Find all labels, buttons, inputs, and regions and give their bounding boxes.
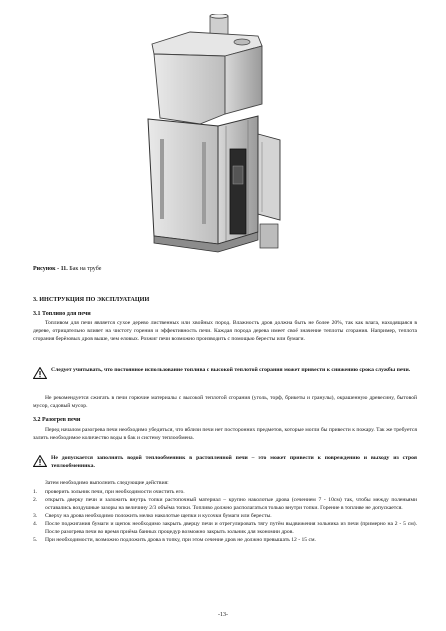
subsection-title-fuel: 3.1 Топливо для печи [33, 311, 91, 317]
warning-icon [33, 455, 47, 467]
fuel-paragraph: Топливом для печи является сухое дерево лиственных или хвойных пород. Влажность дров должна быть не более 20%, так как влага, находящаяся в дереве, отрицательно влияет на чистоту горения и эффективность печи. Каждая порода дерева имеет своё значение теплоты сгорания. Например, теплота сгорания берёзовых дров выше, чем еловых. Розжиг печи возможно производить с помощью бересты или бумаги. [33, 320, 417, 342]
warning-fuel-text: Следует учитывать, что постоянное использование топлива с высокой теплотой сгорания может привести к снижению срока службы печи. [51, 367, 411, 373]
figure-caption [33, 266, 101, 272]
warning-fuel [33, 366, 417, 379]
figure-caption-text: Бак на трубе [69, 266, 102, 272]
heating-paragraph: Перед началом разогрева печи необходимо убедиться, что вблизи печи нет посторонних предметов, которые могли бы привести к пожару. Так же требуется залить необходимое количество воды в бак и систему теплообмена. [33, 427, 417, 441]
page-number: -13- [218, 612, 228, 618]
list-item: 3. Сверху на дрова необходимо положить мелко наколотые щепки и кусочки бумаги или бересты. [33, 513, 272, 519]
warning-icon [33, 367, 47, 379]
list-item: 4. После поджигания бумаги и щепок необходимо закрыть дверцу печи и отрегулировать тягу путём выдвижения зольника из печи (примерно на 2 - 5 см). После разогрева печи во время приёма банных процедур возможно закрыть зольник для экономии дров. [33, 521, 417, 535]
warning-heat-exchanger [33, 454, 417, 470]
list-item: 1. проверить зольник печи, при необходимости очистить его. [33, 489, 185, 495]
steps-list [33, 488, 417, 544]
steps-intro: Затем необходимо выполнить следующие действия: [45, 480, 169, 486]
section-title: 3. ИНСТРУКЦИЯ ПО ЭКСПЛУАТАЦИИ [33, 296, 150, 303]
fuel-restriction-paragraph: Не рекомендуется сжигать в печи горючие материалы с высокой теплотой сгорания (уголь, торф, брикеты и гранулы), окрашенную древесину, бытовой мусор, садовый мусор. [33, 395, 417, 409]
warning-heat-exchanger-text: Не допускается заполнять водой теплообменник в растопленной печи – это может привести к повреждению и выходу из строя теплообменника. [51, 455, 417, 469]
figure-caption-label: Рисунок - 11. [33, 266, 68, 272]
list-item: 2. открыть дверку печи и заложить внутрь топки растопочный материал – крупно наколотые дрова (сечением 7 - 10см) так, чтобы между поленьями оставались воздушные зазоры на величину 2/3 объёма топки. Топливо должно располагаться только внутри топки. Горение в топливе не допускается. [33, 497, 417, 511]
list-item: 5. При необходимости, возможно подложить дрова в топку, при этом сечение дров не должно превышать 12 - 15 см. [33, 537, 316, 543]
stove-with-tank-illustration [130, 14, 305, 264]
subsection-title-heating: 3.2 Разогрев печи [33, 417, 81, 423]
